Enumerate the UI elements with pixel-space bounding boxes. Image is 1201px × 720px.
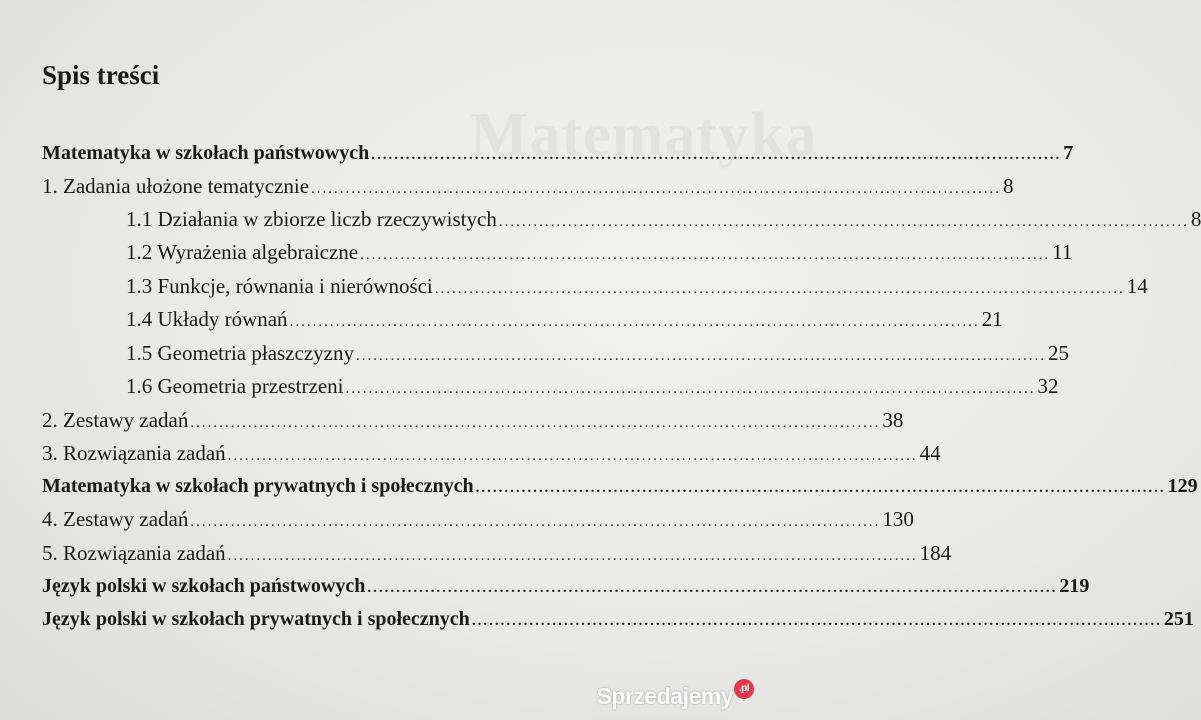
sprzedajemy-watermark xyxy=(597,682,754,710)
toc-entry-page: 11 xyxy=(1052,240,1073,264)
toc-entry-page: 129 xyxy=(1167,475,1198,497)
toc-entry-page: 219 xyxy=(1059,575,1090,597)
toc-leader-dots: ........................................................................................................................ xyxy=(345,381,1036,397)
toc-leader-dots: ........................................................................................................................ xyxy=(475,480,1166,496)
toc-entry xyxy=(42,404,904,437)
page-title: Spis treści xyxy=(42,60,160,90)
toc-entry xyxy=(42,170,1014,203)
toc-entry-label: 1.1 Działania w zbiorze liczb rzeczywistych xyxy=(126,207,497,231)
watermark-badge: .pl xyxy=(734,679,754,699)
toc-entry-page: 25 xyxy=(1048,341,1069,365)
toc-entry xyxy=(126,203,1201,236)
toc-leader-dots: ........................................................................................................................ xyxy=(367,580,1058,596)
toc-entry-label: 1.5 Geometria płaszczyzny xyxy=(126,341,354,365)
toc-leader-dots: ........................................................................................................................ xyxy=(471,613,1162,629)
toc-leader-dots: ........................................................................................................................ xyxy=(498,214,1189,230)
toc-leader-dots: ........................................................................................................................ xyxy=(311,181,1002,197)
toc-leader-dots: ........................................................................................................................ xyxy=(190,514,881,530)
toc-leader-dots: ........................................................................................................................ xyxy=(356,348,1046,364)
toc-entry-label: 1. Zadania ułożone tematycznie xyxy=(42,174,310,198)
toc-entry-label: 1.2 Wyrażenia algebraiczne xyxy=(126,240,359,264)
toc-entry-label: 1.4 Układy równań xyxy=(126,307,288,331)
watermark-text: Sprzedajemy xyxy=(596,682,733,709)
toc-entry-page: 32 xyxy=(1037,374,1059,398)
toc-entry-page: 251 xyxy=(1163,608,1194,630)
toc-entry-label: 1.3 Funkcje, równania i nierówności xyxy=(126,274,433,298)
toc-entry-label: 2. Zestawy zadań xyxy=(42,408,189,432)
toc-entry xyxy=(126,337,1069,370)
toc-leader-dots: ........................................................................................................................ xyxy=(360,247,1051,263)
toc-entry xyxy=(126,236,1073,269)
toc-entry-page: 184 xyxy=(919,541,952,565)
toc-leader-dots: ........................................................................................................................ xyxy=(289,314,980,330)
toc-entry-page: 14 xyxy=(1126,274,1148,298)
toc-entry-label: 1.6 Geometria przestrzeni xyxy=(126,374,344,398)
toc-entry-label: 5. Rozwiązania zadań xyxy=(42,541,226,565)
toc-entry xyxy=(42,603,1194,636)
toc-entry xyxy=(42,570,1090,603)
toc-entry-label: Język polski w szkołach prywatnych i społecznych xyxy=(42,608,470,630)
toc-entry-page: 130 xyxy=(882,507,914,531)
toc-leader-dots: ........................................................................................................................ xyxy=(227,448,918,464)
toc-entry-page: 8 xyxy=(1003,174,1014,198)
toc-entry-page: 38 xyxy=(882,408,904,432)
toc-entry xyxy=(126,370,1059,403)
toc-entry xyxy=(42,537,952,570)
toc-entry xyxy=(42,137,1074,170)
toc-entry-label: 4. Zestawy zadań xyxy=(42,507,189,531)
toc-leader-dots: ........................................................................................................................ xyxy=(227,548,918,564)
toc-entry-page: 44 xyxy=(919,441,941,465)
toc-leader-dots: ........................................................................................................................ xyxy=(371,147,1062,163)
toc-entry-page: 21 xyxy=(981,307,1003,331)
toc-entry xyxy=(42,437,941,470)
toc-leader-dots: ........................................................................................................................ xyxy=(434,281,1125,297)
toc-entry xyxy=(126,303,1003,336)
toc-entry-page: 8 xyxy=(1190,207,1201,231)
toc-entry xyxy=(126,270,1148,303)
toc-entry-label: Język polski w szkołach państwowych xyxy=(42,575,366,597)
toc-entry-label: Matematyka w szkołach prywatnych i społecznych xyxy=(42,475,474,497)
toc-entry-label: Matematyka w szkołach państwowych xyxy=(42,142,370,164)
toc-entry-label: 3. Rozwiązania zadań xyxy=(42,441,226,465)
toc-leader-dots: ........................................................................................................................ xyxy=(190,415,881,431)
toc-entry xyxy=(42,503,914,536)
toc-entry xyxy=(42,470,1198,503)
toc-entry-page: 7 xyxy=(1063,142,1074,164)
